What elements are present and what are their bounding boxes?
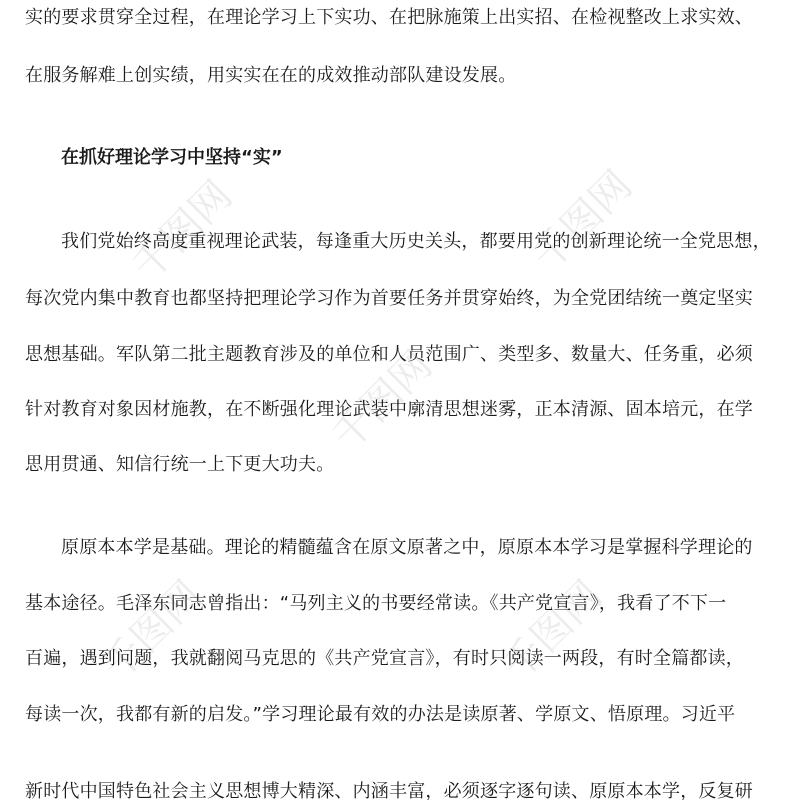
text-line: 每次党内集中教育也都坚持把理论学习作为首要任务并贯穿始终，为全党团结统一奠定坚实 [25, 288, 753, 309]
text-line: 实的要求贯穿全过程，在理论学习上下实功、在把脉施策上出实招、在检视整改上求实效、 [25, 7, 753, 28]
text-line: 新时代中国特色社会主义思想博大精深、内涵丰富，必须逐字逐句读、原原本本学，反复研 [25, 781, 753, 800]
text-line: 基本途径。毛泽东同志曾指出：“马列主义的书要经常读。《共产党宣言》，我看了不下一 [25, 593, 727, 614]
section-heading: 在抓好理论学习中坚持“实” [61, 147, 283, 168]
text-line: 百遍，遇到问题，我就翻阅马克思的《共产党宣言》，有时只阅读一两段，有时全篇都读， [25, 648, 744, 669]
watermark: 千图网 [93, 572, 212, 690]
text-line: 原原本本学是基础。理论的精髓蕴含在原文原著之中，原原本本学习是掌握科学理论的 [61, 537, 753, 558]
text-line: 每读一次，我都有新的启发。”学习理论最有效的办法是读原著、学原文、悟原理。习近平 [25, 704, 736, 725]
text-line: 我们党始终高度重视理论武装，每逢重大历史关头，都要用党的创新理论统一全党思想， [61, 231, 771, 252]
text-line: 思想基础。军队第二批主题教育涉及的单位和人员范围广、类型多、数量大、任务重，必须 [25, 344, 753, 365]
watermark: 千图网 [523, 162, 642, 280]
text-line: 思用贯通、知信行统一上下更大功夫。 [25, 454, 335, 475]
text-line: 在服务解难上创实绩，用实实在在的成效推动部队建设发展。 [25, 65, 517, 86]
watermark: 千图网 [323, 342, 442, 460]
text-line: 针对教育对象因材施教，在不断强化理论武装中廓清思想迷雾，正本清源、固本培元，在学 [25, 399, 753, 420]
watermark: 千图网 [493, 572, 612, 690]
watermark: 千图网 [123, 172, 242, 290]
